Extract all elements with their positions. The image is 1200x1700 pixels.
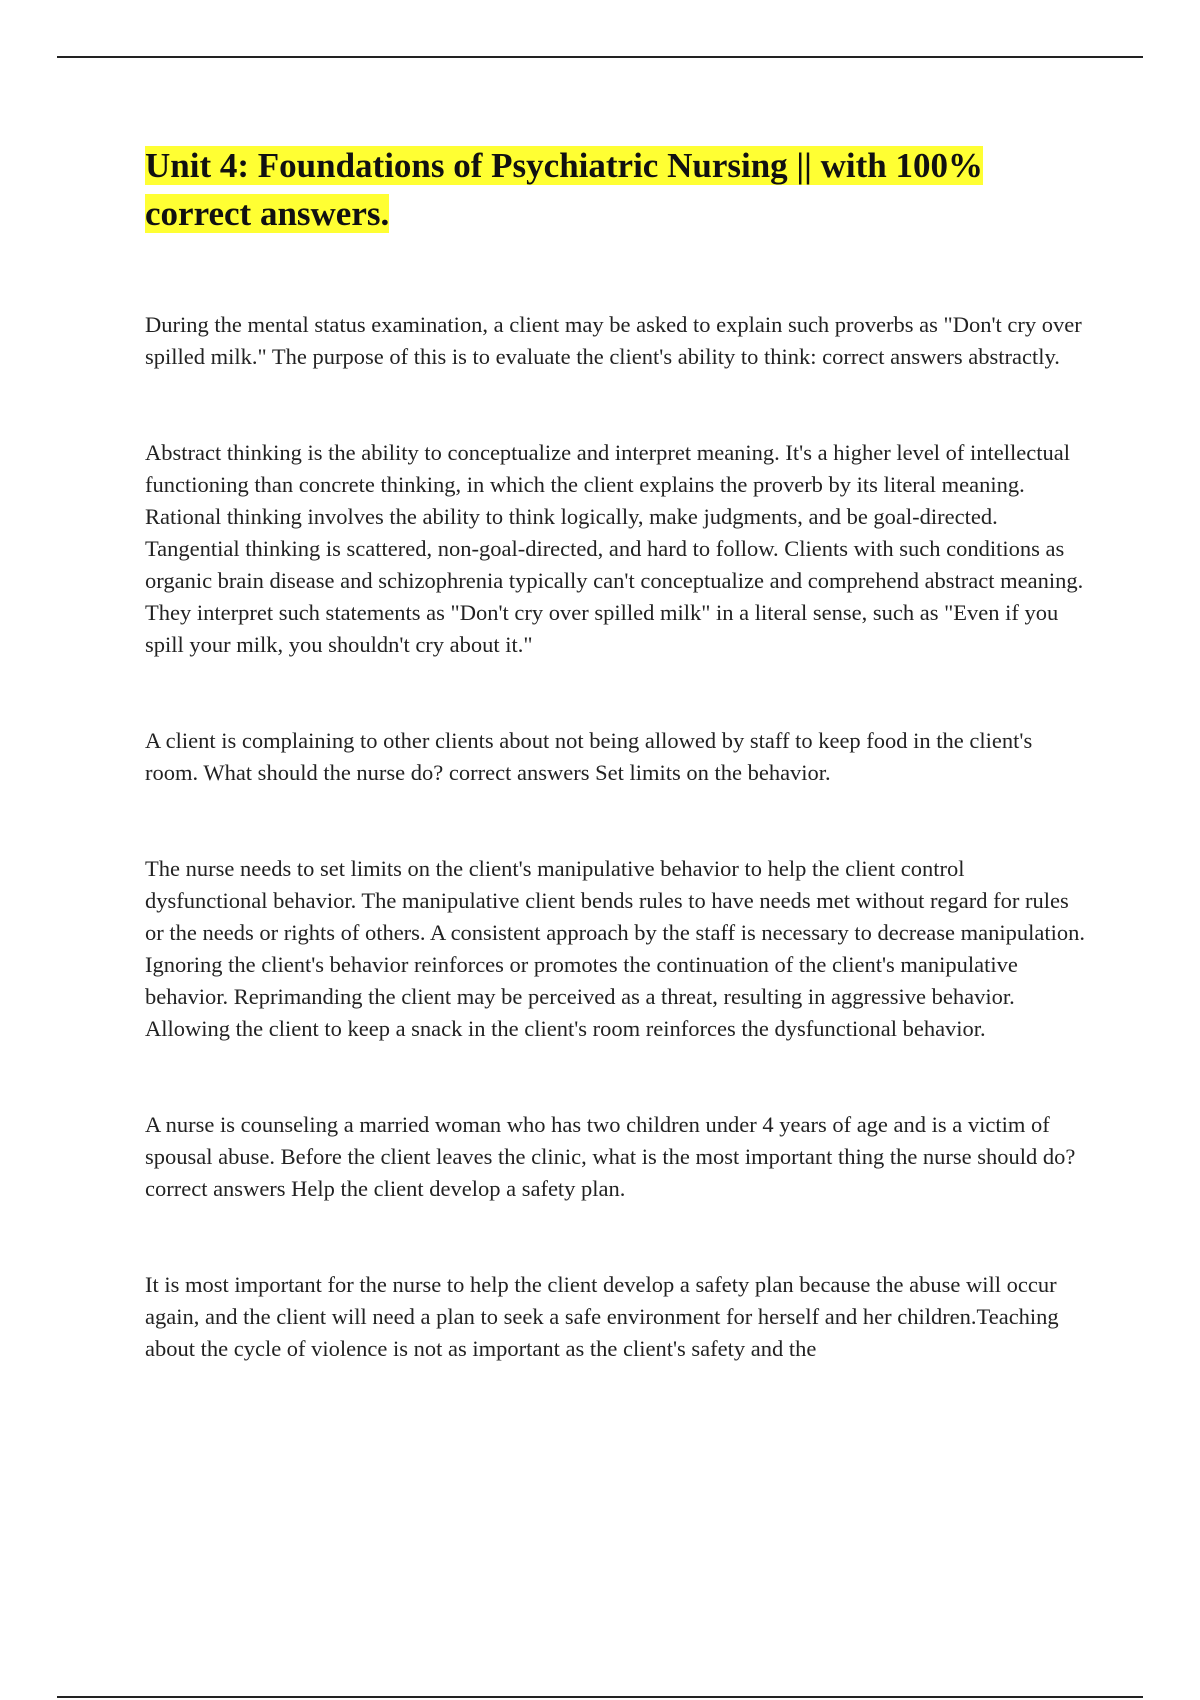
question-1: During the mental status examination, a client may be asked to explain such proverbs as "Don't cry over spilled milk." The purpose of this is to evaluate the client's ability to think: correct answers abstractly. <box>145 312 1082 369</box>
footer-rule <box>57 1696 1143 1698</box>
rationale-3: It is most important for the nurse to help the client develop a safety plan because the abuse will occur again, and the client will need a plan to seek a safe environment for herself and her children.Teaching about the cycle of violence is not as important as the client's safety and the <box>145 1272 1059 1361</box>
header-rule <box>57 56 1143 58</box>
question-3: A nurse is counseling a married woman who has two children under 4 years of age and is a victim of spousal abuse. Before the client leaves the clinic, what is the most important thing the nurse should do? correct answers Help the client develop a safety plan. <box>145 1112 1076 1201</box>
title-highlight: Unit 4: Foundations of Psychiatric Nursing || with 100% correct answers. <box>145 146 983 233</box>
document-body <box>145 142 1090 1429</box>
rationale-1: Abstract thinking is the ability to conceptualize and interpret meaning. It's a higher level of intellectual functioning than concrete thinking, in which the client explains the proverb by its literal meaning. Rational thinking involves the ability to think logically, make judgments, and be goal-directed. Tangential thinking is scattered, non-goal-directed, and hard to follow. Clients with such conditions as organic brain disease and schizophrenia typically can't conceptualize and comprehend abstract meaning. They interpret such statements as "Don't cry over spilled milk" in a literal sense, such as "Even if you spill your milk, you shouldn't cry about it." <box>145 440 1084 657</box>
document-title <box>145 142 1090 238</box>
rationale-2: The nurse needs to set limits on the client's manipulative behavior to help the client control dysfunctional behavior. The manipulative client bends rules to have needs met without regard for rules or the needs or rights of others. A consistent approach by the staff is necessary to decrease manipulation. Ignoring the client's behavior reinforces or promotes the continuation of the client's manipulative behavior. Reprimanding the client may be perceived as a threat, resulting in aggressive behavior. Allowing the client to keep a snack in the client's room reinforces the dysfunctional behavior. <box>145 856 1085 1041</box>
question-2: A client is complaining to other clients about not being allowed by staff to keep food in the client's room. What should the nurse do? correct answers Set limits on the behavior. <box>145 728 1033 785</box>
